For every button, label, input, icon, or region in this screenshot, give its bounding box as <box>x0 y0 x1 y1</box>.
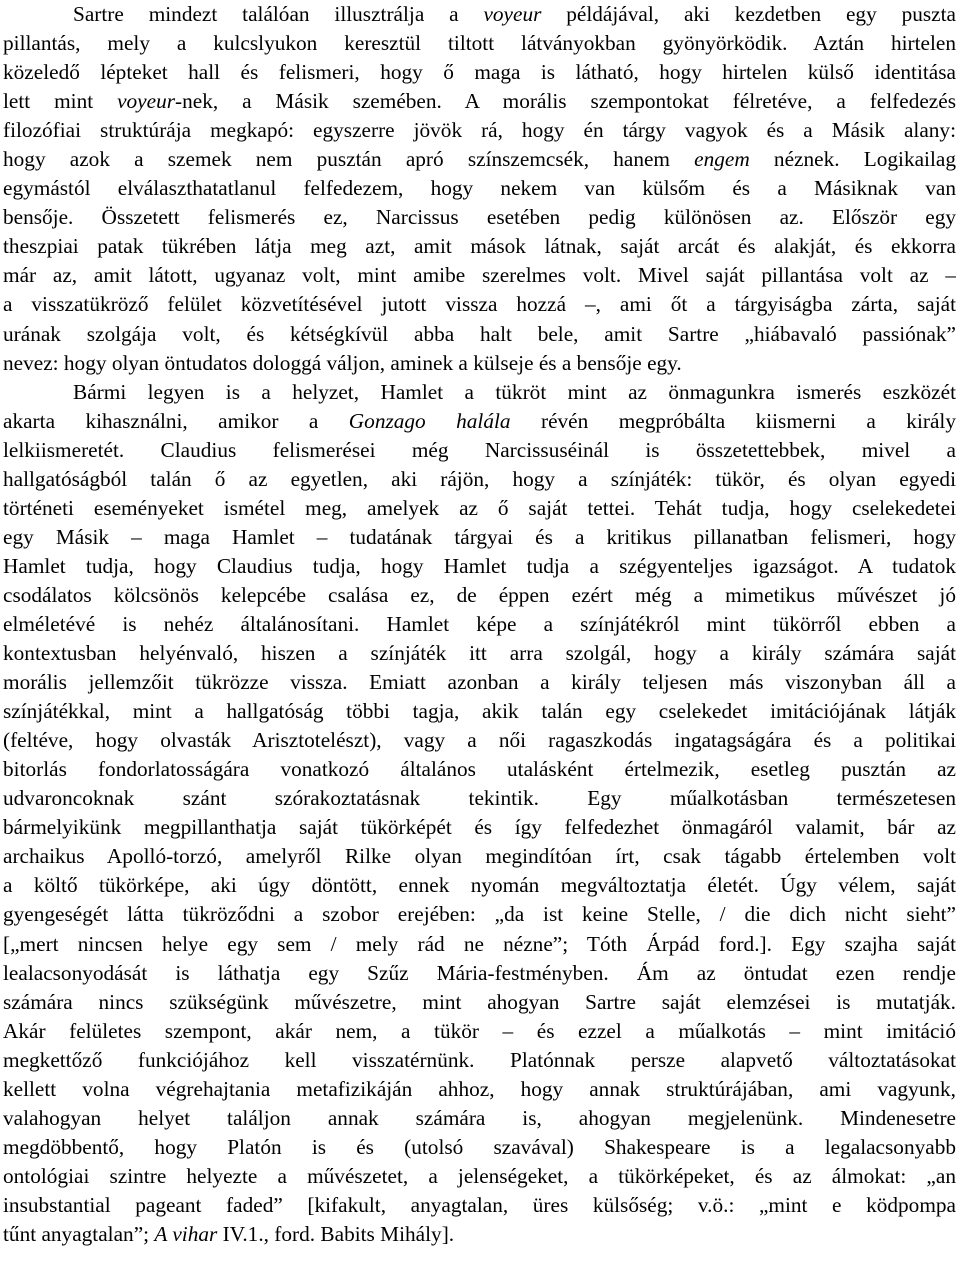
text-run: Akár felületes szempont, akár nem, a tükör – és ezzel a műalkotás – mint imitáció <box>3 1018 956 1043</box>
text-run: színjátékkal, mint a hallgatóság többi tagja, akik talán egy cselekedet imitációjának látják <box>3 699 956 724</box>
text-run: már az, amit látott, ugyanaz volt, mint amibe szerelmes volt. Mivel saját pillantása volt az – <box>3 263 956 288</box>
text-run: filozófiai struktúrája megkapó: egyszerre jövök rá, hogy én tárgy vagyok és a Másik alany: <box>3 118 956 143</box>
text-run: gyengeségét látta tükröződni a szobor erejében: „da ist keine Stelle, / die dich nicht sieht” <box>3 902 956 927</box>
text-line <box>3 610 956 639</box>
text-line <box>3 813 956 842</box>
text-run: csodálatos kölcsönös kelepcébe csalása ez, de éppen ezért még a mimetikus művészet jó <box>3 582 956 607</box>
text-run: tűnt anyagtalan”; <box>3 1221 155 1246</box>
text-run: theszpiai patak tükrében látja meg azt, amit mások látnak, saját arcát és alakját, és ekkorra <box>3 234 956 259</box>
text-run: közeledő lépteket hall és felismeri, hogy ő maga is látható, hogy hirtelen külső identitása <box>3 60 956 85</box>
text-line <box>3 1075 956 1104</box>
text-line <box>3 494 956 523</box>
text-run: a költő tükörképe, aki úgy döntött, ennek nyomán megváltoztatja életét. Úgy vélem, saját <box>3 873 956 898</box>
text-run: példájával, aki kezdetben egy puszta <box>541 2 956 26</box>
text-run: Sartre mindezt találóan illusztrálja a <box>73 2 484 26</box>
text-run: bármelyikünk megpillanthatja saját tükörképét és így felfedezhet önmagáról valamit, bár az <box>3 815 956 840</box>
text-line <box>3 988 956 1017</box>
text-line <box>3 959 956 988</box>
text-run: megdöbbentő, hogy Platón is és (utolsó szavával) Shakespeare is a legalacsonyabb <box>3 1134 956 1159</box>
text-line <box>3 58 956 87</box>
text-line <box>3 1017 956 1046</box>
text-run: nevez: hogy olyan öntudatos dologgá váljon, aminek a külseje és a bensője egy. <box>3 350 682 375</box>
text-run: bitorlás fondorlatosságára vonatkozó általános utalásként értelmezik, esetleg pusztán az <box>3 757 956 782</box>
text-run: urának szolgája volt, és kétségkívül abba halt bele, amit Sartre „hiábavaló passiónak” <box>3 321 956 346</box>
text-line <box>3 784 956 813</box>
text-run: akarta kihasználni, amikor a <box>3 408 349 433</box>
text-run: Bármi legyen is a helyzet, Hamlet a tükröt mint az önmagunkra ismerés eszközét <box>73 379 956 404</box>
text-line <box>3 1162 956 1191</box>
text-line <box>3 349 956 378</box>
text-run: [„mert nincsen helye egy sem / mely rád ne nézne”; Tóth Árpád ford.]. Egy szajha saját <box>3 931 956 956</box>
text-run: kellett volna végrehajtania metafizikáján ahhoz, hogy annak struktúrájában, ami vagyunk, <box>3 1076 956 1101</box>
text-line <box>3 871 956 900</box>
text-run: lealacsonyodását is láthatja egy Szűz Mária-festményben. Ám az öntudat ezen rendje <box>3 960 956 985</box>
text-line <box>3 1104 956 1133</box>
text-line <box>3 930 956 959</box>
text-run: insubstantial pageant faded” [kifakult, anyagtalan, üres külsőség; v.ö.: „mint e ködpompa <box>3 1192 956 1217</box>
text-run: egy Másik – maga Hamlet – tudatának tárgyai és a kritikus pillanatban felismeri, hogy <box>3 524 956 549</box>
text-run: révén megpróbálta kiismerni a király <box>510 408 956 433</box>
text-run: hogy azok a szemek nem pusztán apró színszemcsék, hanem <box>3 147 695 172</box>
text-run: (feltéve, hogy olvasták Arisztotelészt), vagy a női ragaszkodás ingatagságára és a politikai <box>3 728 956 753</box>
text-run: valahogyan helyet találjon annak számára is, ahogyan megjelenünk. Mindenesetre <box>3 1105 956 1130</box>
text-run: bensője. Összetett felismerés ez, Narcissus esetében pedig különösen az. Először egy <box>3 205 956 230</box>
text-line <box>3 116 956 145</box>
text-line <box>3 1220 956 1249</box>
text-line <box>3 581 956 610</box>
text-line <box>3 378 956 407</box>
text-run: pillantás, mely a kulcslyukon keresztül tiltott látványokban gyönyörködik. Aztán hirtelen <box>3 31 956 56</box>
text-run: a visszatükröző felület közvetítésével jutott vissza hozzá –, ami őt a tárgyiságba zárta, saját <box>3 292 956 317</box>
text-line <box>3 1133 956 1162</box>
text-line <box>3 320 956 349</box>
italic-text: A vihar <box>154 1221 218 1246</box>
text-line <box>3 1191 956 1220</box>
text-line <box>3 726 956 755</box>
text-line <box>3 174 956 203</box>
italic-text: voyeur <box>117 89 176 114</box>
text-line <box>3 552 956 581</box>
text-line <box>3 232 956 261</box>
text-run: lett mint <box>3 89 118 114</box>
text-line <box>3 697 956 726</box>
italic-text: Gonzago halála <box>348 408 511 433</box>
text-line <box>3 523 956 552</box>
text-run: néznek. Logikailag <box>749 147 956 172</box>
text-line <box>3 842 956 871</box>
text-line <box>3 290 956 319</box>
text-run: elméletévé is nehéz általánosítani. Hamlet képe a színjátékról mint tükörről ebben a <box>3 611 956 636</box>
text-line <box>3 145 956 174</box>
paragraph <box>3 0 956 378</box>
text-run: történeti eseményeket ismétel meg, amelyek az ő saját tettei. Tehát tudja, hogy cselekedetei <box>3 495 956 520</box>
text-run: hallgatóságból talán ő az egyetlen, aki rájön, hogy a színjáték: tükör, és olyan egyedi <box>3 466 956 491</box>
text-run: -nek, a Másik szemében. A morális szempontokat félretéve, a felfedezés <box>175 89 956 114</box>
text-line <box>3 407 956 436</box>
text-run: morális jellemzőit tükrözze vissza. Emiatt azonban a király teljesen más viszonyban áll a <box>3 670 956 695</box>
text-run: kontextusban helyénvaló, hiszen a színjáték itt arra szolgál, hogy a király számára saját <box>3 641 956 666</box>
text-line <box>3 261 956 290</box>
text-line <box>3 465 956 494</box>
text-line <box>3 203 956 232</box>
text-line <box>3 1046 956 1075</box>
text-run: IV.1., ford. Babits Mihály]. <box>217 1221 455 1246</box>
text-run: lelkiismeretét. Claudius felismerései még Narcissuséinál is összetettebbek, mivel a <box>3 437 956 462</box>
text-run: udvaroncoknak szánt szórakoztatásnak tekintik. Egy műalkotásban természetesen <box>3 786 956 811</box>
italic-text: voyeur <box>483 2 542 26</box>
italic-text: engem <box>694 147 750 172</box>
document-body <box>3 0 956 1249</box>
paragraph <box>3 378 956 1249</box>
text-line <box>3 639 956 668</box>
text-line <box>3 436 956 465</box>
text-line <box>3 0 956 29</box>
text-run: archaikus Apolló-torzó, amelyről Rilke olyan megindítóan írt, csak tágabb értelemben volt <box>3 844 956 869</box>
text-run: ontológiai szintre helyezte a művészetet, a jelenségeket, a tükörképeket, és az álmokat: „an <box>3 1163 956 1188</box>
text-run: egymástól elválaszthatatlanul felfedezem, hogy nekem van külsőm és a Másiknak van <box>3 176 956 201</box>
text-run: számára nincs szükségünk művészetre, mint ahogyan Sartre saját elemzései is mutatják. <box>3 989 956 1014</box>
text-line <box>3 87 956 116</box>
text-line <box>3 668 956 697</box>
text-run: megkettőző funkciójához kell visszatérnünk. Platónnak persze alapvető változtatásokat <box>3 1047 956 1072</box>
text-line <box>3 755 956 784</box>
text-run: Hamlet tudja, hogy Claudius tudja, hogy Hamlet tudja a szégyenteljes igazságot. A tudatok <box>3 553 956 578</box>
text-line <box>3 900 956 929</box>
text-line <box>3 29 956 58</box>
